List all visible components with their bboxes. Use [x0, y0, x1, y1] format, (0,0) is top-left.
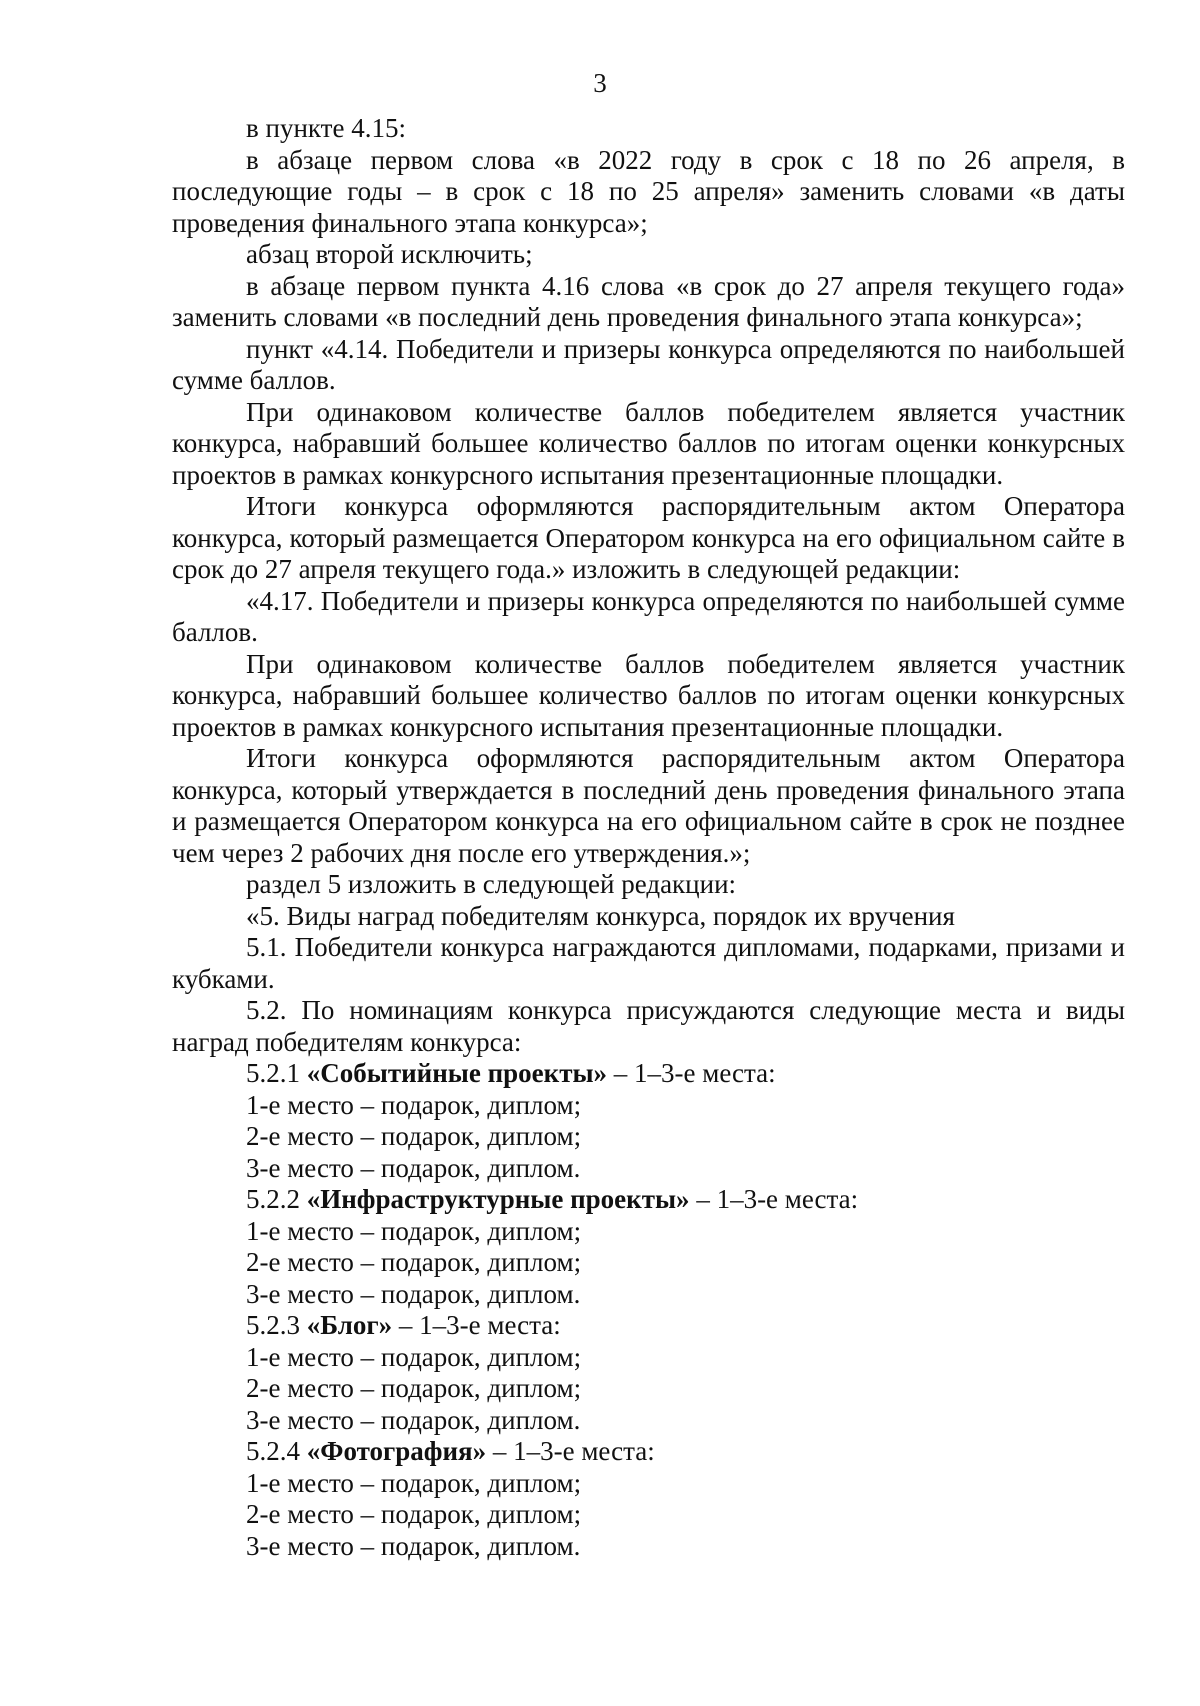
award-line: 1-е место – подарок, диплом;: [246, 1215, 582, 1246]
paragraph: раздел 5 изложить в следующей редакции:: [246, 869, 737, 899]
paragraph: Итоги конкурса оформляются распорядительным актом Оператора конкурса, который утверждается в последний день проведения финального этапа и размещается Оператором конкурса на его официальном сайте в срок не позднее чем через 2 рабочих дня после его утверждения.»;: [172, 743, 1125, 868]
paragraph: абзац второй исключить;: [246, 239, 533, 269]
nomination-number: 5.2.4: [246, 1436, 300, 1466]
nomination-places: – 1–3-е места:: [696, 1184, 859, 1214]
award-line: 3-е место – подарок, диплом.: [246, 1152, 581, 1183]
nomination-number: 5.2.3: [246, 1310, 300, 1340]
paragraph: в абзаце первом пункта 4.16 слова «в срок до 27 апреля текущего года» заменить словами «в последний день проведения финального этапа конкурса»;: [172, 270, 1125, 332]
award-line: 1-е место – подарок, диплом;: [246, 1089, 582, 1120]
paragraph: 5.2. По номинациям конкурса присуждаются следующие места и виды наград победителям конкурса:: [172, 995, 1125, 1057]
award-line: 2-е место – подарок, диплом;: [246, 1373, 582, 1403]
nomination-name: «Блог»: [306, 1310, 393, 1340]
nomination-name: «Событийные проекты»: [306, 1058, 608, 1088]
nomination-places: – 1–3-е места:: [613, 1058, 776, 1088]
award-line: 2-е место – подарок, диплом;: [246, 1247, 582, 1277]
paragraph: При одинаковом количестве баллов победителем является участник конкурса, набравший большее количество баллов по итогам оценки конкурсных проектов в рамках конкурсного испытания презентационные площадки.: [172, 396, 1125, 490]
paragraph: в абзаце первом слова «в 2022 году в срок с 18 по 26 апреля, в последующие годы – в срок с 18 по 25 апреля» заменить словами «в даты проведения финального этапа конкурса»;: [172, 144, 1125, 238]
nomination-number: 5.2.2: [246, 1184, 300, 1214]
paragraph: «4.17. Победители и призеры конкурса определяются по наибольшей сумме баллов.: [172, 585, 1125, 647]
award-line: 1-е место – подарок, диплом;: [246, 1341, 582, 1372]
paragraph: «5. Виды наград победителям конкурса, порядок их вручения: [246, 900, 955, 931]
document-body: [172, 113, 1125, 1562]
nomination-heading: [172, 1184, 1125, 1216]
paragraph: Итоги конкурса оформляются распорядительным актом Оператора конкурса, который размещается Оператором конкурса на его официальном сайте в срок до 27 апреля текущего года.» изложить в следующей редакции:: [172, 491, 1125, 584]
nomination-heading: [172, 1436, 1125, 1468]
paragraph: в пункте 4.15:: [246, 113, 406, 143]
award-line: 3-е место – подарок, диплом.: [246, 1278, 581, 1309]
nomination-places: – 1–3-е места:: [398, 1310, 561, 1340]
nomination-name: «Фотография»: [306, 1436, 487, 1466]
nomination-heading: [172, 1058, 1125, 1090]
nomination-heading: [172, 1310, 1125, 1342]
award-line: 3-е место – подарок, диплом.: [246, 1404, 581, 1435]
award-line: 2-е место – подарок, диплом;: [246, 1499, 582, 1529]
award-line: 2-е место – подарок, диплом;: [246, 1121, 582, 1151]
nomination-name: «Инфраструктурные проекты»: [306, 1184, 690, 1214]
nomination-number: 5.2.1: [246, 1058, 300, 1088]
award-line: 3-е место – подарок, диплом.: [246, 1530, 581, 1561]
award-line: 1-е место – подарок, диплом;: [246, 1467, 582, 1498]
paragraph: При одинаковом количестве баллов победителем является участник конкурса, набравший большее количество баллов по итогам оценки конкурсных проектов в рамках конкурсного испытания презентационные площадки.: [172, 648, 1125, 742]
paragraph: 5.1. Победители конкурса награждаются дипломами, подарками, призами и кубками.: [172, 932, 1125, 994]
paragraph: пункт «4.14. Победители и призеры конкурса определяются по наибольшей сумме баллов.: [172, 333, 1125, 395]
nomination-places: – 1–3-е места:: [492, 1436, 655, 1466]
page-number: 3: [593, 68, 607, 98]
